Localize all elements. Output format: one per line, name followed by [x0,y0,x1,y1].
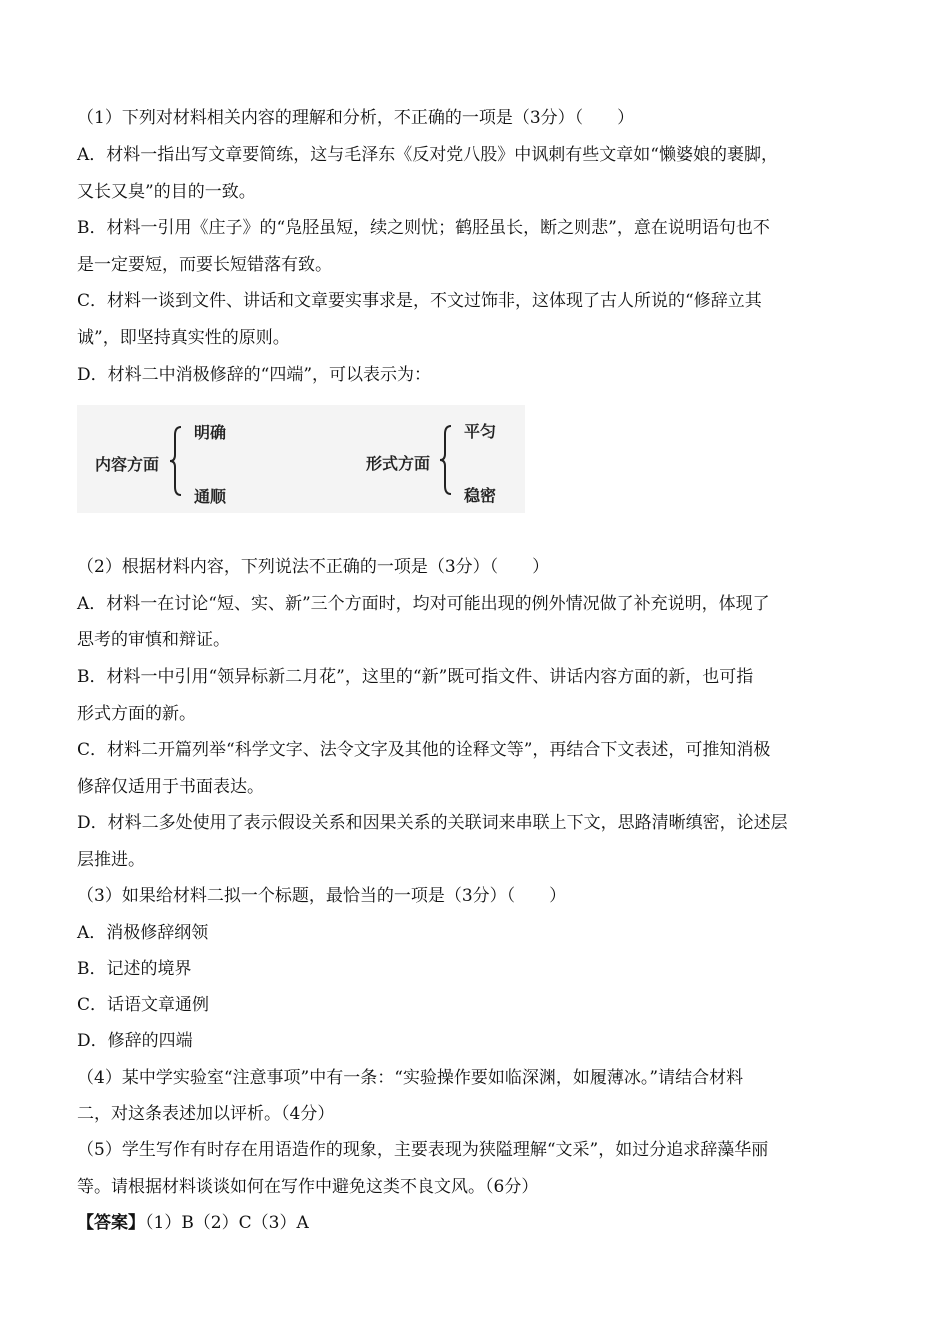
diagram-form-bottom: 稳密 [464,486,497,505]
diagram-content-top: 明确 [194,423,227,442]
answer-label: 【答案】 [77,1213,145,1233]
q3-option-d: D．修辞的四端 [77,1031,193,1051]
q3-option-c: C．话语文章通例 [77,995,210,1015]
form-brace-icon [439,424,453,496]
q1-option-b-line1: B．材料一引用《庄子》的“凫胫虽短，续之则忧；鹤胫虽长，断之则悲”，意在说明语句也不 [77,218,770,238]
q1-option-d-line1: D．材料二中消极修辞的“四端”，可以表示为： [77,365,432,385]
q1-option-a-line2: 又长又臭”的目的一致。 [77,182,256,202]
q2-option-c-line2: 修辞仅适用于书面表达。 [77,777,264,797]
diagram-form-top: 平匀 [464,422,497,441]
q2-option-b-line2: 形式方面的新。 [77,704,196,724]
q2-option-d-line1: D．材料二多处使用了表示假设关系和因果关系的关联词来串联上下文，思路清晰缜密，论述层 [77,813,788,833]
four-ends-diagram [77,405,525,513]
q5-line1: （5）学生写作有时存在用语造作的现象，主要表现为狭隘理解“文采”，如过分追求辞藻华丽 [77,1140,769,1160]
answer-text: （1）B（2）C（3）A [145,1213,309,1233]
q1-option-a-line1: A．材料一指出写文章要简练，这与毛泽东《反对党八股》中讽刺有些文章如“懒婆娘的裹脚， [77,145,778,165]
q3-option-b: B．记述的境界 [77,959,192,979]
q2-option-c-line1: C．材料二开篇列举“科学文字、法令文字及其他的诠释文等”，再结合下文表述，可推知消极 [77,740,771,760]
q5-line2: 等。请根据材料谈谈如何在写作中避免这类不良文风。（6分） [77,1177,539,1197]
diagram-content-label: 内容方面 [95,455,160,474]
answer-line [77,1212,877,1234]
q1-stem: （1）下列对材料相关内容的理解和分析，不正确的一项是（3分）（ ） [77,108,635,128]
q2-stem: （2）根据材料内容，下列说法不正确的一项是（3分）（ ） [77,557,550,577]
content-brace-icon [169,425,183,497]
q1-option-c-line2: 诚”，即坚持真实性的原则。 [77,328,290,348]
q2-option-b-line1: B．材料一中引用“领异标新二月花”，这里的“新”既可指文件、讲话内容方面的新，也可指 [77,667,754,687]
q3-option-a: A．消极修辞纲领 [77,923,209,943]
q2-option-d-line2: 层推进。 [77,850,145,870]
diagram-form-label: 形式方面 [366,454,431,473]
q4-line1: （4）某中学实验室“注意事项”中有一条：“实验操作要如临深渊，如履薄冰。”请结合材料 [77,1068,744,1088]
diagram-content-bottom: 通顺 [194,487,227,506]
q3-stem: （3）如果给材料二拟一个标题，最恰当的一项是（3分）（ ） [77,886,567,906]
q2-option-a-line2: 思考的审慎和辩证。 [77,630,230,650]
q2-option-a-line1: A．材料一在讨论“短、实、新”三个方面时，均对可能出现的例外情况做了补充说明，体现了 [77,594,770,614]
q1-option-c-line1: C．材料一谈到文件、讲话和文章要实事求是，不文过饰非，这体现了古人所说的“修辞立其 [77,291,762,311]
q1-option-b-line2: 是一定要短，而要长短错落有致。 [77,255,332,275]
q4-line2: 二，对这条表述加以评析。（4分） [77,1104,335,1124]
